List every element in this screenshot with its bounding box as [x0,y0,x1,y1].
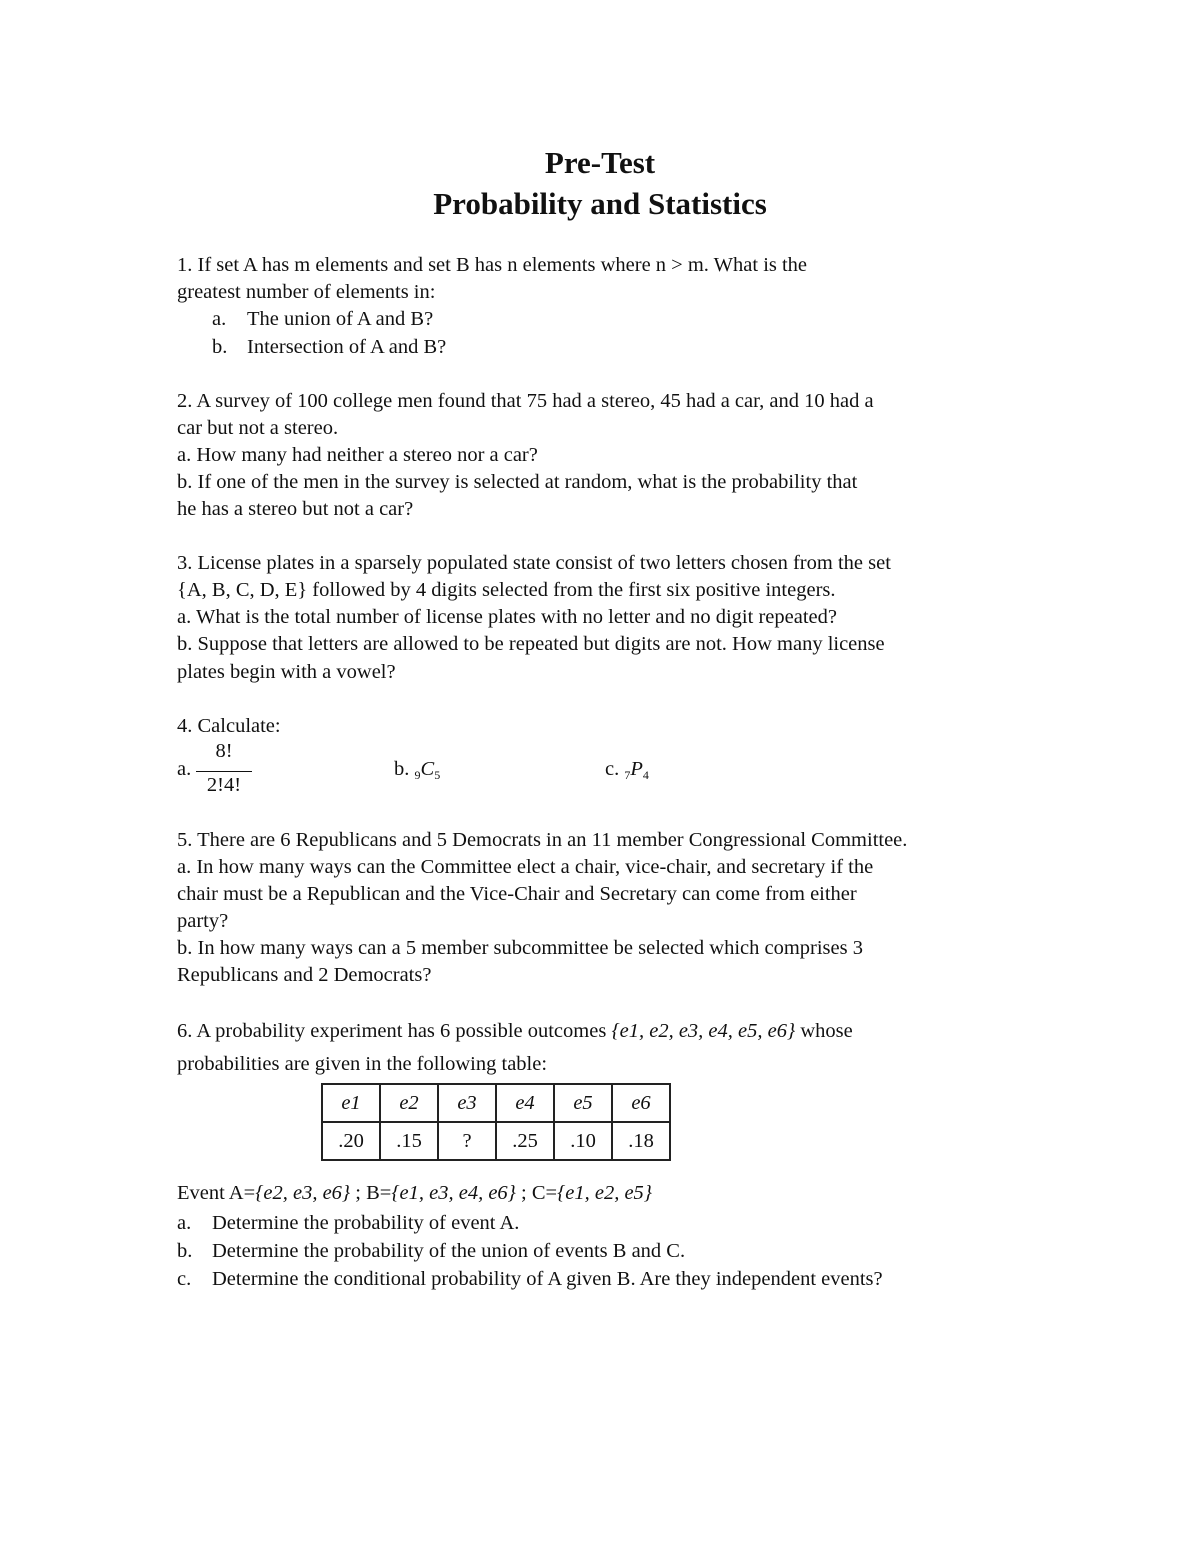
table-cell: .15 [380,1122,438,1160]
q6-c-label: c. [177,1268,192,1290]
table-header-cell: e2 [380,1084,438,1122]
probability-table [321,1083,671,1161]
table-header-cell: e6 [612,1084,670,1122]
q2-line2: car but not a stereo. [177,417,339,439]
q6-event-c: {e1, e2, e5} [557,1182,653,1204]
q5-line6: Republicans and 2 Democrats? [177,964,432,986]
q4-b-letter: C [420,758,435,780]
q6-events-line [177,1179,652,1207]
q6-event-a: {e2, e3, e6} [255,1182,351,1204]
q6-line2: probabilities are given in the following table: [177,1053,548,1075]
table-header-row [322,1084,670,1122]
table-cell: .18 [612,1122,670,1160]
q4-b-expression [394,755,440,789]
q1-a-label: a. [212,308,227,330]
page-subtitle: Probability and Statistics [433,186,767,221]
q1-b-text: Intersection of A and B? [247,336,447,358]
q4-c-label: c. [605,758,620,780]
q3-line2: {A, B, C, D, E} followed by 4 digits selected from the first six positive integers. [177,579,836,601]
q6-a-text: Determine the probability of event A. [212,1212,520,1234]
table-cell: .25 [496,1122,554,1160]
table-cell: .10 [554,1122,612,1160]
q6-a-label: a. [177,1212,192,1234]
q4-b-post: 5 [434,768,441,782]
q4-a-numerator: 8! [215,740,233,762]
table-cell: .20 [322,1122,380,1160]
q5-line5: b. In how many ways can a 5 member subcommittee be selected which comprises 3 [177,937,863,959]
q5-line3: chair must be a Republican and the Vice-Chair and Secretary can come from either [177,883,857,905]
page-title: Pre-Test [544,145,656,180]
q6-outcome-set: {e1, e2, e3, e4, e5, e6} [611,1020,796,1042]
fraction-bar [196,771,252,772]
q1-b-label: b. [212,336,228,358]
table-header-cell: e4 [496,1084,554,1122]
q6-event-b: {e1, e3, e4, e6} [391,1182,516,1204]
q3-line1: 3. License plates in a sparsely populated state consist of two letters chosen from the set [177,552,891,574]
q4-b-pre: 9 [414,768,421,782]
q4-line1: 4. Calculate: [177,715,281,737]
q4-c-post: 4 [642,768,649,782]
q1-a-text: The union of A and B? [247,308,434,330]
q3-line3: a. What is the total number of license plates with no letter and no digit repeated? [177,606,837,628]
table-cell: ? [438,1122,496,1160]
q2-line5: he has a stereo but not a car? [177,498,414,520]
q5-line2: a. In how many ways can the Committee elect a chair, vice-chair, and secretary if the [177,856,874,878]
q1-stem-line2: greatest number of elements in: [177,281,436,303]
q1-stem-line1: 1. If set A has m elements and set B has n elements where n > m. What is the [177,254,808,276]
q3-line5: plates begin with a vowel? [177,661,396,683]
q6-b-label: b. [177,1240,193,1262]
table-header-cell: e5 [554,1084,612,1122]
table-header-cell: e3 [438,1084,496,1122]
q6-events-mid1: ; B= [350,1182,392,1204]
q6-c-text: Determine the conditional probability of A given B. Are they independent events? [212,1268,883,1290]
q2-line4: b. If one of the men in the survey is selected at random, what is the probability that [177,471,858,493]
q6-line1-pre: 6. A probability experiment has 6 possible outcomes [177,1020,612,1042]
table-header-cell: e1 [322,1084,380,1122]
q4-c-letter: P [630,758,643,780]
q4-a-denominator: 2!4! [206,774,242,796]
q4-c-pre: 7 [624,768,631,782]
q6-events-mid2: ; C= [515,1182,558,1204]
q4-a-label: a. [177,758,192,780]
q6-b-text: Determine the probability of the union of events B and C. [212,1240,686,1262]
q2-line1: 2. A survey of 100 college men found that 75 had a stereo, 45 had a car, and 10 had a [177,390,874,412]
q6-events-pre: Event A= [177,1182,256,1204]
q3-line4: b. Suppose that letters are allowed to be repeated but digits are not. How many license [177,633,885,655]
q5-line4: party? [177,910,229,932]
q5-line1: 5. There are 6 Republicans and 5 Democrats in an 11 member Congressional Committee. [177,829,908,851]
q2-line3: a. How many had neither a stereo nor a car? [177,444,538,466]
q6-line1 [177,1017,853,1045]
q4-a-fraction [196,740,252,802]
table-row [322,1122,670,1160]
q4-c-expression [605,755,649,789]
q4-b-label: b. [394,758,410,780]
q6-line1-post: whose [795,1020,853,1042]
